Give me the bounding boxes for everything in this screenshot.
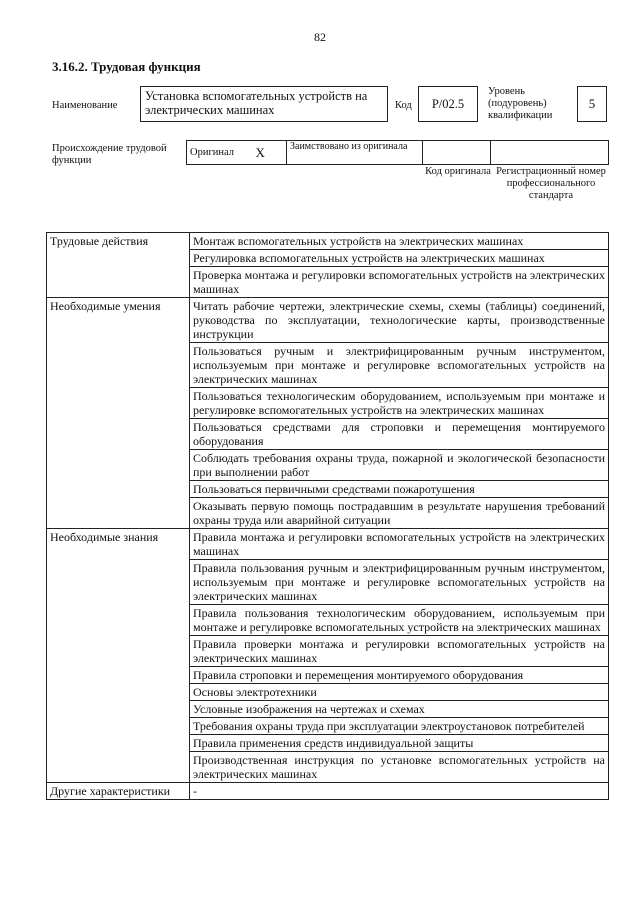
origin-label: Происхождение трудовой функции [52, 143, 167, 166]
registration-caption: Регистрационный номер профессионального стандарта [496, 166, 606, 201]
function-code-value: Р/02.5 [418, 86, 478, 122]
list-item: Монтаж вспомогательных устройств на электрических машинах [190, 233, 609, 250]
category-other-characteristics: Другие характеристики [47, 783, 190, 800]
page-number: 82 [314, 30, 326, 44]
origin-table [186, 140, 609, 165]
original-code-cell [423, 141, 491, 165]
section-title: 3.16.2. Трудовая функция [52, 59, 201, 74]
code-caption: Код оригинала [425, 166, 491, 177]
table-row [47, 783, 609, 800]
list-item: Требования охраны труда при эксплуатации электроустановок потребителей [190, 718, 609, 735]
registration-number-cell [491, 141, 609, 165]
list-item: Пользоваться ручным и электрифицированным ручным инструментом, используемым при монтаже и регулировке вспомогательных устройств на электрических машинах [190, 343, 609, 388]
list-item: Регулировка вспомогательных устройств на электрических машинах [190, 250, 609, 267]
category-required-knowledge: Необходимые знания [47, 529, 190, 783]
qualification-level-value: 5 [577, 86, 607, 122]
list-item: Соблюдать требования охраны труда, пожарной и экологической безопасности при выполнении работ [190, 450, 609, 481]
list-item: Правила строповки и перемещения монтируемого оборудования [190, 667, 609, 684]
function-details-table [46, 232, 609, 800]
list-item: Правила пользования технологическим оборудованием, используемым при монтаже и регулировке вспомогательных устройств на электрических машинах [190, 605, 609, 636]
list-item: - [190, 783, 609, 800]
original-mark: X [253, 141, 287, 165]
list-item: Правила пользования ручным и электрифицированным ручным инструментом, используемым при монтаже и регулировке вспомогательных устройств на электрических машинах [190, 560, 609, 605]
list-item: Пользоваться средствами для строповки и перемещения монтируемого оборудования [190, 419, 609, 450]
table-row [47, 233, 609, 250]
name-label: Наименование [52, 100, 118, 111]
list-item: Пользоваться первичными средствами пожаротушения [190, 481, 609, 498]
table-row [47, 298, 609, 343]
list-item: Читать рабочие чертежи, электрические схемы, схемы (таблицы) соединений, руководства по эксплуатации, технологические карты, производственные инструкции [190, 298, 609, 343]
original-label: Оригинал [187, 141, 253, 165]
list-item: Правила проверки монтажа и регулировки вспомогательных устройств на электрических машинах [190, 636, 609, 667]
list-item: Проверка монтажа и регулировки вспомогательных устройств на электрических машинах [190, 267, 609, 298]
list-item: Условные изображения на чертежах и схемах [190, 701, 609, 718]
table-row [47, 529, 609, 560]
list-item: Производственная инструкция по установке вспомогательных устройств на электрических машинах [190, 752, 609, 783]
code-label: Код [395, 100, 412, 111]
category-required-skills: Необходимые умения [47, 298, 190, 529]
function-name-value: Установка вспомогательных устройств на электрических машинах [140, 86, 388, 122]
list-item: Пользоваться технологическим оборудованием, используемым при монтаже и регулировке вспомогательных устройств на электрических машинах [190, 388, 609, 419]
list-item: Основы электротехники [190, 684, 609, 701]
list-item: Оказывать первую помощь пострадавшим в результате нарушения требований охраны труда или аварийной ситуации [190, 498, 609, 529]
list-item: Правила монтажа и регулировки вспомогательных устройств на электрических машинах [190, 529, 609, 560]
category-labor-actions: Трудовые действия [47, 233, 190, 298]
list-item: Правила применения средств индивидуальной защиты [190, 735, 609, 752]
level-label: Уровень (подуровень) квалификации [488, 86, 553, 121]
borrowed-label: Заимствовано из оригинала [287, 141, 423, 165]
